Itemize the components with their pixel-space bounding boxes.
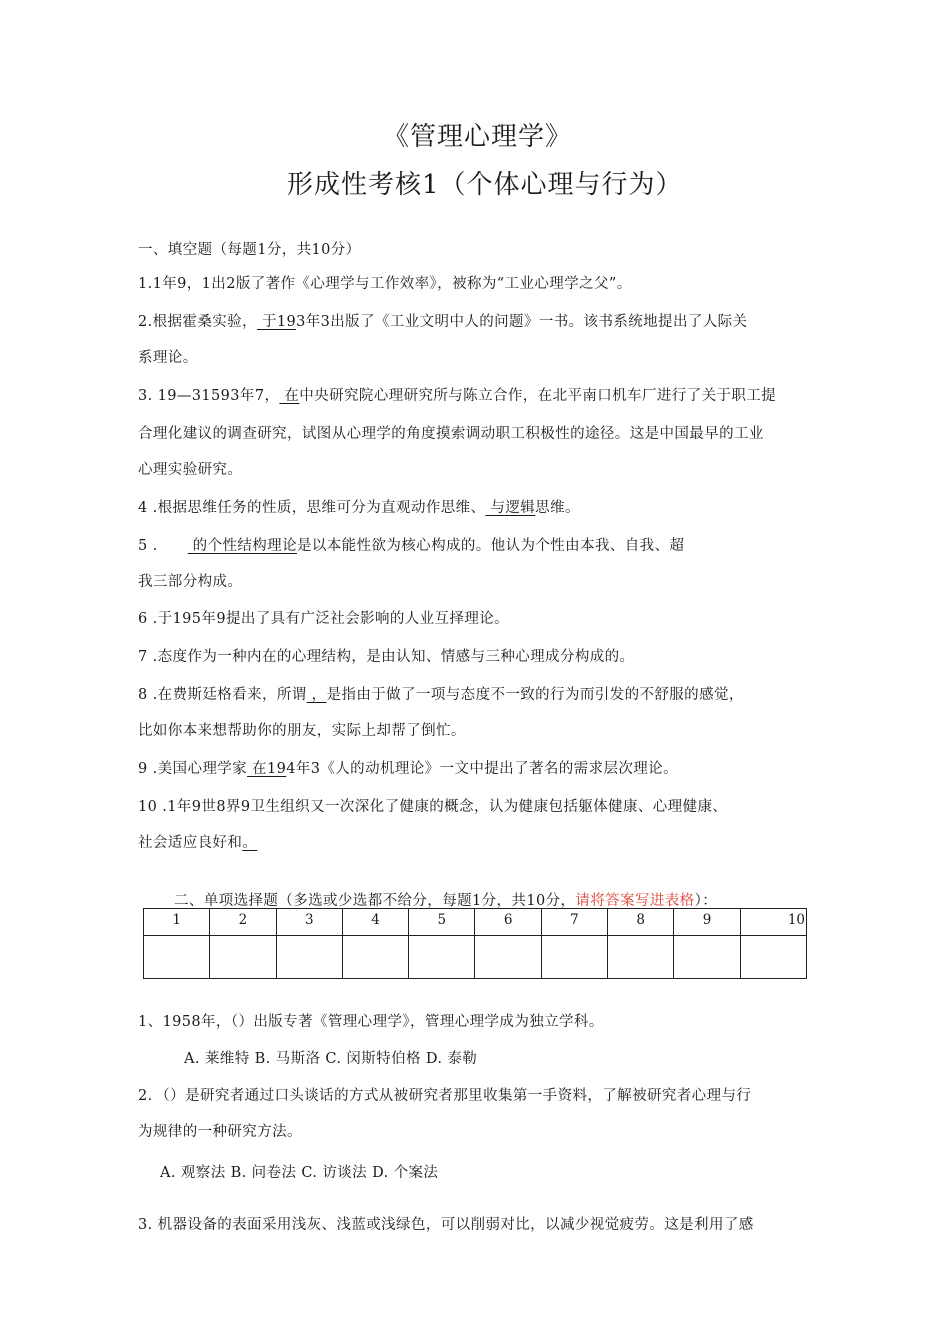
fill-q5-text-cont: 是以本能性欲为核心构成的。他认为个性由本我、自我、超: [296, 538, 685, 554]
fill-q4: [138, 496, 580, 517]
fill-q2-blank: 于19: [256, 314, 297, 330]
fill-q3-blank: 在: [279, 388, 300, 404]
fill-q8-line2: 比如你本来想帮助你的朋友，实际上却帮了倒忙。: [138, 723, 466, 739]
fill-q9-blank: 在19: [247, 761, 287, 777]
answer-cell[interactable]: [409, 936, 475, 979]
choice-q2-line2: 为规律的一种研究方法。: [138, 1124, 302, 1140]
fill-q10-blank: 。: [242, 835, 258, 851]
section2-heading-end: ）：: [694, 893, 718, 909]
answer-cell[interactable]: [541, 936, 607, 979]
answer-table-header: 9: [674, 909, 740, 936]
fill-q10-line2: [138, 831, 257, 852]
fill-q8: [138, 683, 744, 704]
fill-q8-text-cont: 是指由于做了一项与态度不一致的行为而引发的不舒服的感觉，: [326, 687, 744, 703]
answer-table-header: 4: [342, 909, 408, 936]
fill-q5-blank: 的个性结构理论: [187, 538, 297, 554]
section2-heading: [174, 889, 717, 910]
answer-table-header: 6: [475, 909, 541, 936]
fill-q10-text: 社会适应良好和: [138, 835, 243, 851]
answer-cell[interactable]: [276, 936, 342, 979]
answer-table-header: 5: [409, 909, 475, 936]
fill-q3: [138, 384, 776, 405]
answer-table-header: 1: [144, 909, 210, 936]
answer-cell[interactable]: [342, 936, 408, 979]
choice-q2-options: A. 观察法 B. 问卷法 C. 访谈法 D. 个案法: [160, 1165, 439, 1181]
answer-table-header: 10: [740, 909, 806, 936]
fill-q9-text-cont: 4年3《人的动机理论》一文中提出了著名的需求层次理论。: [286, 761, 678, 777]
fill-q5-num: 5 .: [138, 538, 158, 554]
answer-cell[interactable]: [674, 936, 740, 979]
fill-q6: 6 .于195年9提出了具有广泛社会影响的人业互择理论。: [138, 611, 510, 627]
answer-table-header: 8: [608, 909, 674, 936]
fill-q9: [138, 757, 678, 778]
answer-cell[interactable]: [144, 936, 210, 979]
fill-q1: 1.1年9，1出2版了著作《心理学与工作效率》，被称为“工业心理学之父”。: [138, 276, 632, 292]
fill-q10: 10 .1年9世8界9卫生组织又一次深化了健康的概念，认为健康包括躯体健康、心理健康、: [138, 799, 728, 815]
answer-table-answer-row: [144, 936, 807, 979]
fill-q7: 7 .态度作为一种内在的心理结构，是由认知、情感与三种心理成分构成的。: [138, 649, 635, 665]
section1-heading: 一、填空题（每题1分，共10分）: [138, 242, 361, 258]
fill-q3-text-cont: 中央研究院心理研究所与陈立合作，在北平南口机车厂进行了关于职工提: [299, 388, 777, 404]
document-title: 《管理心理学》: [383, 122, 573, 152]
fill-q3-text: 3. 19—31593年7，: [138, 388, 280, 404]
answer-table-header: 2: [210, 909, 276, 936]
document-subtitle: 形成性考核1（个体心理与行为）: [287, 170, 683, 200]
fill-q2-line2: 系理论。: [138, 350, 198, 366]
answer-table-header-row: [144, 909, 807, 936]
fill-q2-text: 2.根据霍桑实验，: [138, 314, 257, 330]
fill-q4-blank: 与逻辑: [485, 500, 536, 516]
fill-q5: [138, 534, 684, 555]
fill-q8-blank: ，: [306, 687, 327, 703]
choice-q1: 1、1958年，（）出版专著《管理心理学》，管理心理学成为独立学科。: [138, 1014, 604, 1030]
answer-cell[interactable]: [210, 936, 276, 979]
choice-q3: 3. 机器设备的表面采用浅灰、浅蓝或浅绿色，可以削弱对比，以减少视觉疲劳。这是利用了感: [138, 1217, 754, 1233]
fill-q4-text-cont: 思维。: [535, 500, 580, 516]
answer-table-header: 3: [276, 909, 342, 936]
fill-q2-text-cont: 3年3出版了《工业文明中人的问题》一书。该书系统地提出了人际关: [296, 314, 748, 330]
answer-table: [143, 908, 807, 979]
answer-cell[interactable]: [475, 936, 541, 979]
fill-q5-line2: 我三部分构成。: [138, 574, 243, 590]
choice-q2: 2．（）是研究者通过口头谈话的方式从被研究者那里收集第一手资料，了解被研究者心理与行: [138, 1088, 752, 1104]
fill-q4-text: 4 .根据思维任务的性质，思维可分为直观动作思维、: [138, 500, 486, 516]
answer-cell[interactable]: [740, 936, 806, 979]
answer-cell[interactable]: [608, 936, 674, 979]
section2-heading-text: 二、单项选择题（多选或少选都不给分，每题1分，共10分，: [174, 893, 576, 909]
choice-q1-options: A. 莱维特 B. 马斯洛 C. 闵斯特伯格 D. 泰勒: [184, 1051, 478, 1067]
fill-q2: [138, 310, 747, 331]
fill-q9-text: 9 .美国心理学家: [138, 761, 248, 777]
section2-heading-instruction: 请将答案写进表格: [575, 893, 695, 909]
answer-table-header: 7: [541, 909, 607, 936]
fill-q3-line2: 合理化建议的调查研究，试图从心理学的角度摸索调动职工积极性的途径。这是中国最早的工业: [138, 426, 764, 442]
fill-q3-line3: 心理实验研究。: [138, 462, 243, 478]
fill-q8-text: 8 .在费斯廷格看来，所谓: [138, 687, 307, 703]
